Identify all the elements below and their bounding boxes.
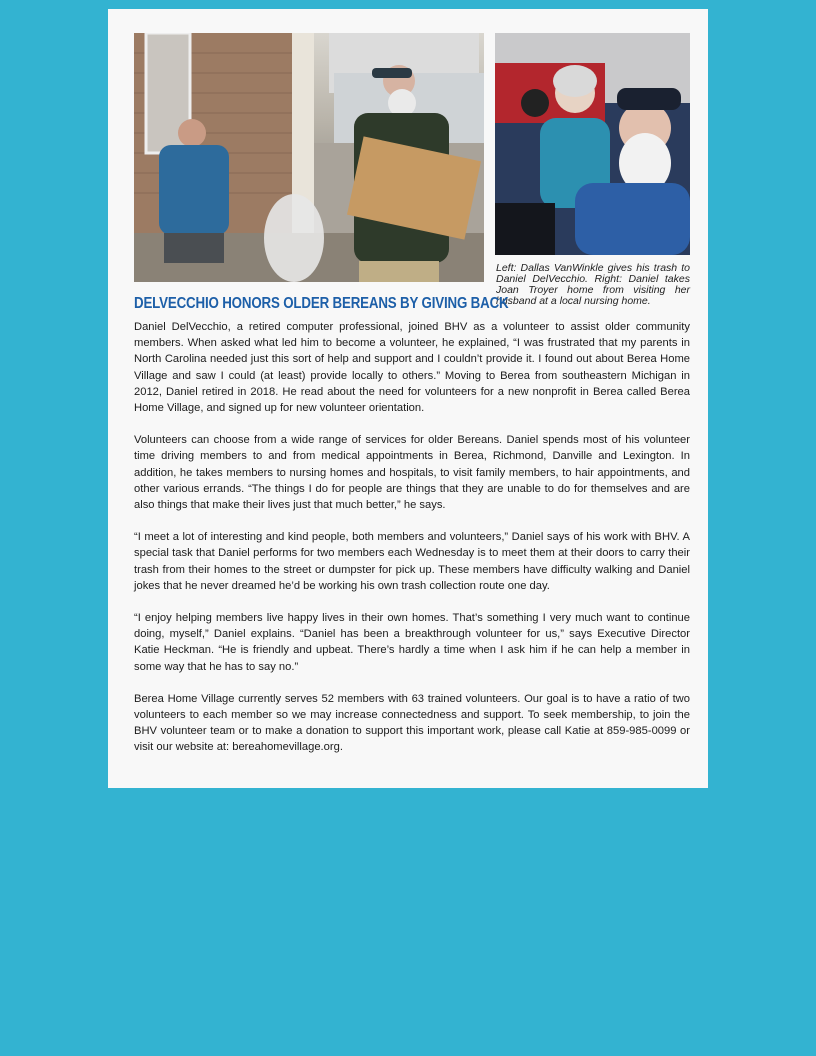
article-paragraph: Daniel DelVecchio, a retired computer professional, joined BHV as a volunteer to assist older community members. When asked what led him to become a volunteer, he explained, “I was frustrated that my parents in North Carolina needed just this sort of help and support and I couldn’t provide it. I found out about Berea Home Village and saw I could (at least) provide locally to others.” Moving to Berea from southeastern Michigan in 2012, Daniel retired in 2018. He read about the need for volunteers for a new nonprofit in Berea called Berea Home Village, and signed up for new volunteer orientation. [134,321,690,415]
article-paragraph: “I enjoy helping members live happy lives in their own homes. That’s something I very much want to continue doing, myself,” Daniel explains. “Daniel has been a breakthrough volunteer for us,” says Executive Director Katie Heckman. “He is friendly and upbeat. There’s hardly a time when I ask him if he can help a member in some way that he has to say no.” [134,612,690,673]
photo-caption: Left: Dallas VanWinkle gives his trash to Daniel DelVecchio. Right: Daniel takes Joan Troyer home from visiting her husband at a local nursing home. [496,262,690,307]
article-paragraph: Volunteers can choose from a wide range of services for older Bereans. Daniel spends most of his volunteer time driving members to and from medical appointments in Berea, Richmond, Danville and Lexington. In addition, he takes members to nursing homes and hospitals, to visit family members, to hair appointments, and other various errands. “The things I do for people are things that they are unable to do for themselves and are also things that make their lives just that much better,” he says. [134,434,690,512]
article-paragraph: “I meet a lot of interesting and kind people, both members and volunteers,” Daniel says of his work with BHV. A special task that Daniel performs for two members each Wednesday is to meet them at their doors to carry their trash from their homes to the street or dumpster for pick up. These members have difficulty walking and Daniel jokes that he never dreamed he’d be working his own trash collection route one day. [134,531,690,592]
left-photo [134,33,484,282]
article-paragraph: Berea Home Village currently serves 52 members with 63 trained volunteers. Our goal is to have a ratio of two volunteers to each member so we may increase connectedness and support. To seek membership, to join the BHV volunteer team or to make a donation to support this important work, please call Katie at 859-985-0099 or visit our website at: bereahomevillage.org. [134,692,690,754]
article-headline: DELVECCHIO HONORS OLDER BEREANS BY GIVING BACK [134,295,509,312]
left-photo-illustration [134,33,484,282]
article-body [134,319,690,772]
right-photo-illustration [495,33,690,255]
right-photo [495,33,690,255]
newsletter-page [108,9,708,788]
